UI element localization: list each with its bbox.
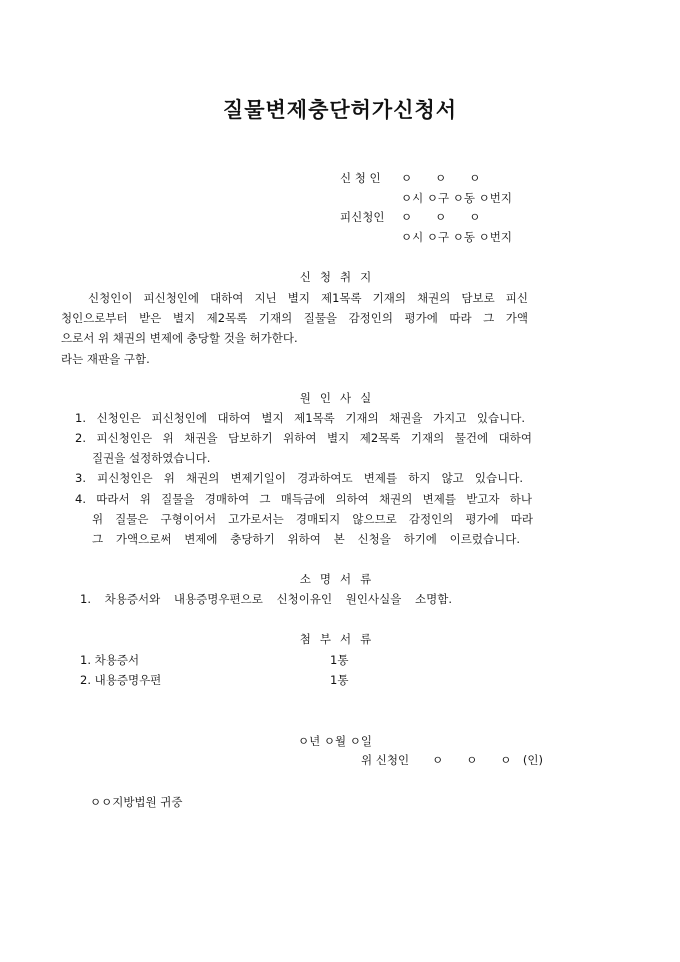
cause-heading: 원인사실 (299, 391, 381, 405)
applicant-name: ㅇ ㅇ ㅇ (401, 171, 481, 185)
respondent-name: ㅇ ㅇ ㅇ (401, 210, 481, 224)
attachment-item-count: 1통 (330, 673, 349, 687)
attachment-item-label: 2. 내용증명우편 (80, 673, 162, 687)
evidence-line: 1. 차용증서와 내용증명우편으로 신청이유인 원인사실을 소명함. (80, 592, 452, 606)
purpose-line: 라는 재판을 구함. (61, 352, 150, 366)
document-title: 질물변제충단허가신청서 (222, 97, 458, 122)
cause-line: 1. 신청인은 피신청인에 대하여 별지 제1목록 기재의 채권을 가지고 있습니다. (75, 411, 525, 425)
attachment-item-count: 1통 (330, 653, 349, 667)
cause-line: 위 질물은 구형이어서 고가로서는 경매되지 않으므로 감정인의 평가에 따라 (92, 512, 533, 526)
evidence-heading: 소명서류 (299, 572, 381, 586)
applicant-label: 신 청 인 (340, 171, 381, 185)
court-addressee: ㅇㅇ지방법원 귀중 (90, 795, 183, 809)
cause-line: 질권을 설정하였습니다. (92, 451, 211, 465)
date-line: ㅇ년 ㅇ월 ㅇ일 (298, 734, 372, 748)
purpose-line: 으로서 위 채권의 변제에 충당할 것을 허가한다. (61, 331, 298, 345)
signature-line: 위 신청인 ㅇ ㅇ ㅇ (인) (361, 753, 543, 767)
applicant-address: ㅇ시 ㅇ구 ㅇ동 ㅇ번지 (401, 191, 512, 205)
respondent-label: 피신청인 (340, 210, 385, 224)
cause-line: 그 가액으로써 변제에 충당하기 위하여 본 신청을 하기에 이르렀습니다. (92, 532, 520, 546)
attachments-heading: 첨부서류 (299, 632, 381, 646)
cause-line: 4. 따라서 위 질물을 경매하여 그 매득금에 의하여 채권의 변제를 받고자 하나 (75, 492, 532, 506)
attachment-item-label: 1. 차용증서 (80, 653, 140, 667)
respondent-address: ㅇ시 ㅇ구 ㅇ동 ㅇ번지 (401, 230, 512, 244)
purpose-heading: 신청취지 (299, 270, 381, 284)
cause-line: 3. 피신청인은 위 채권의 변제기일이 경과하여도 변제를 하지 않고 있습니다. (75, 471, 523, 485)
purpose-line: 청인으로부터 받은 별지 제2목록 기재의 질물을 감정인의 평가에 따라 그 가액 (61, 311, 528, 325)
purpose-line: 신청인이 피신청인에 대하여 지닌 별지 제1목록 기재의 채권의 담보로 피신 (88, 291, 528, 305)
cause-line: 2. 피신청인은 위 채권을 담보하기 위하여 별지 제2목록 기재의 물건에 대하여 (75, 431, 532, 445)
